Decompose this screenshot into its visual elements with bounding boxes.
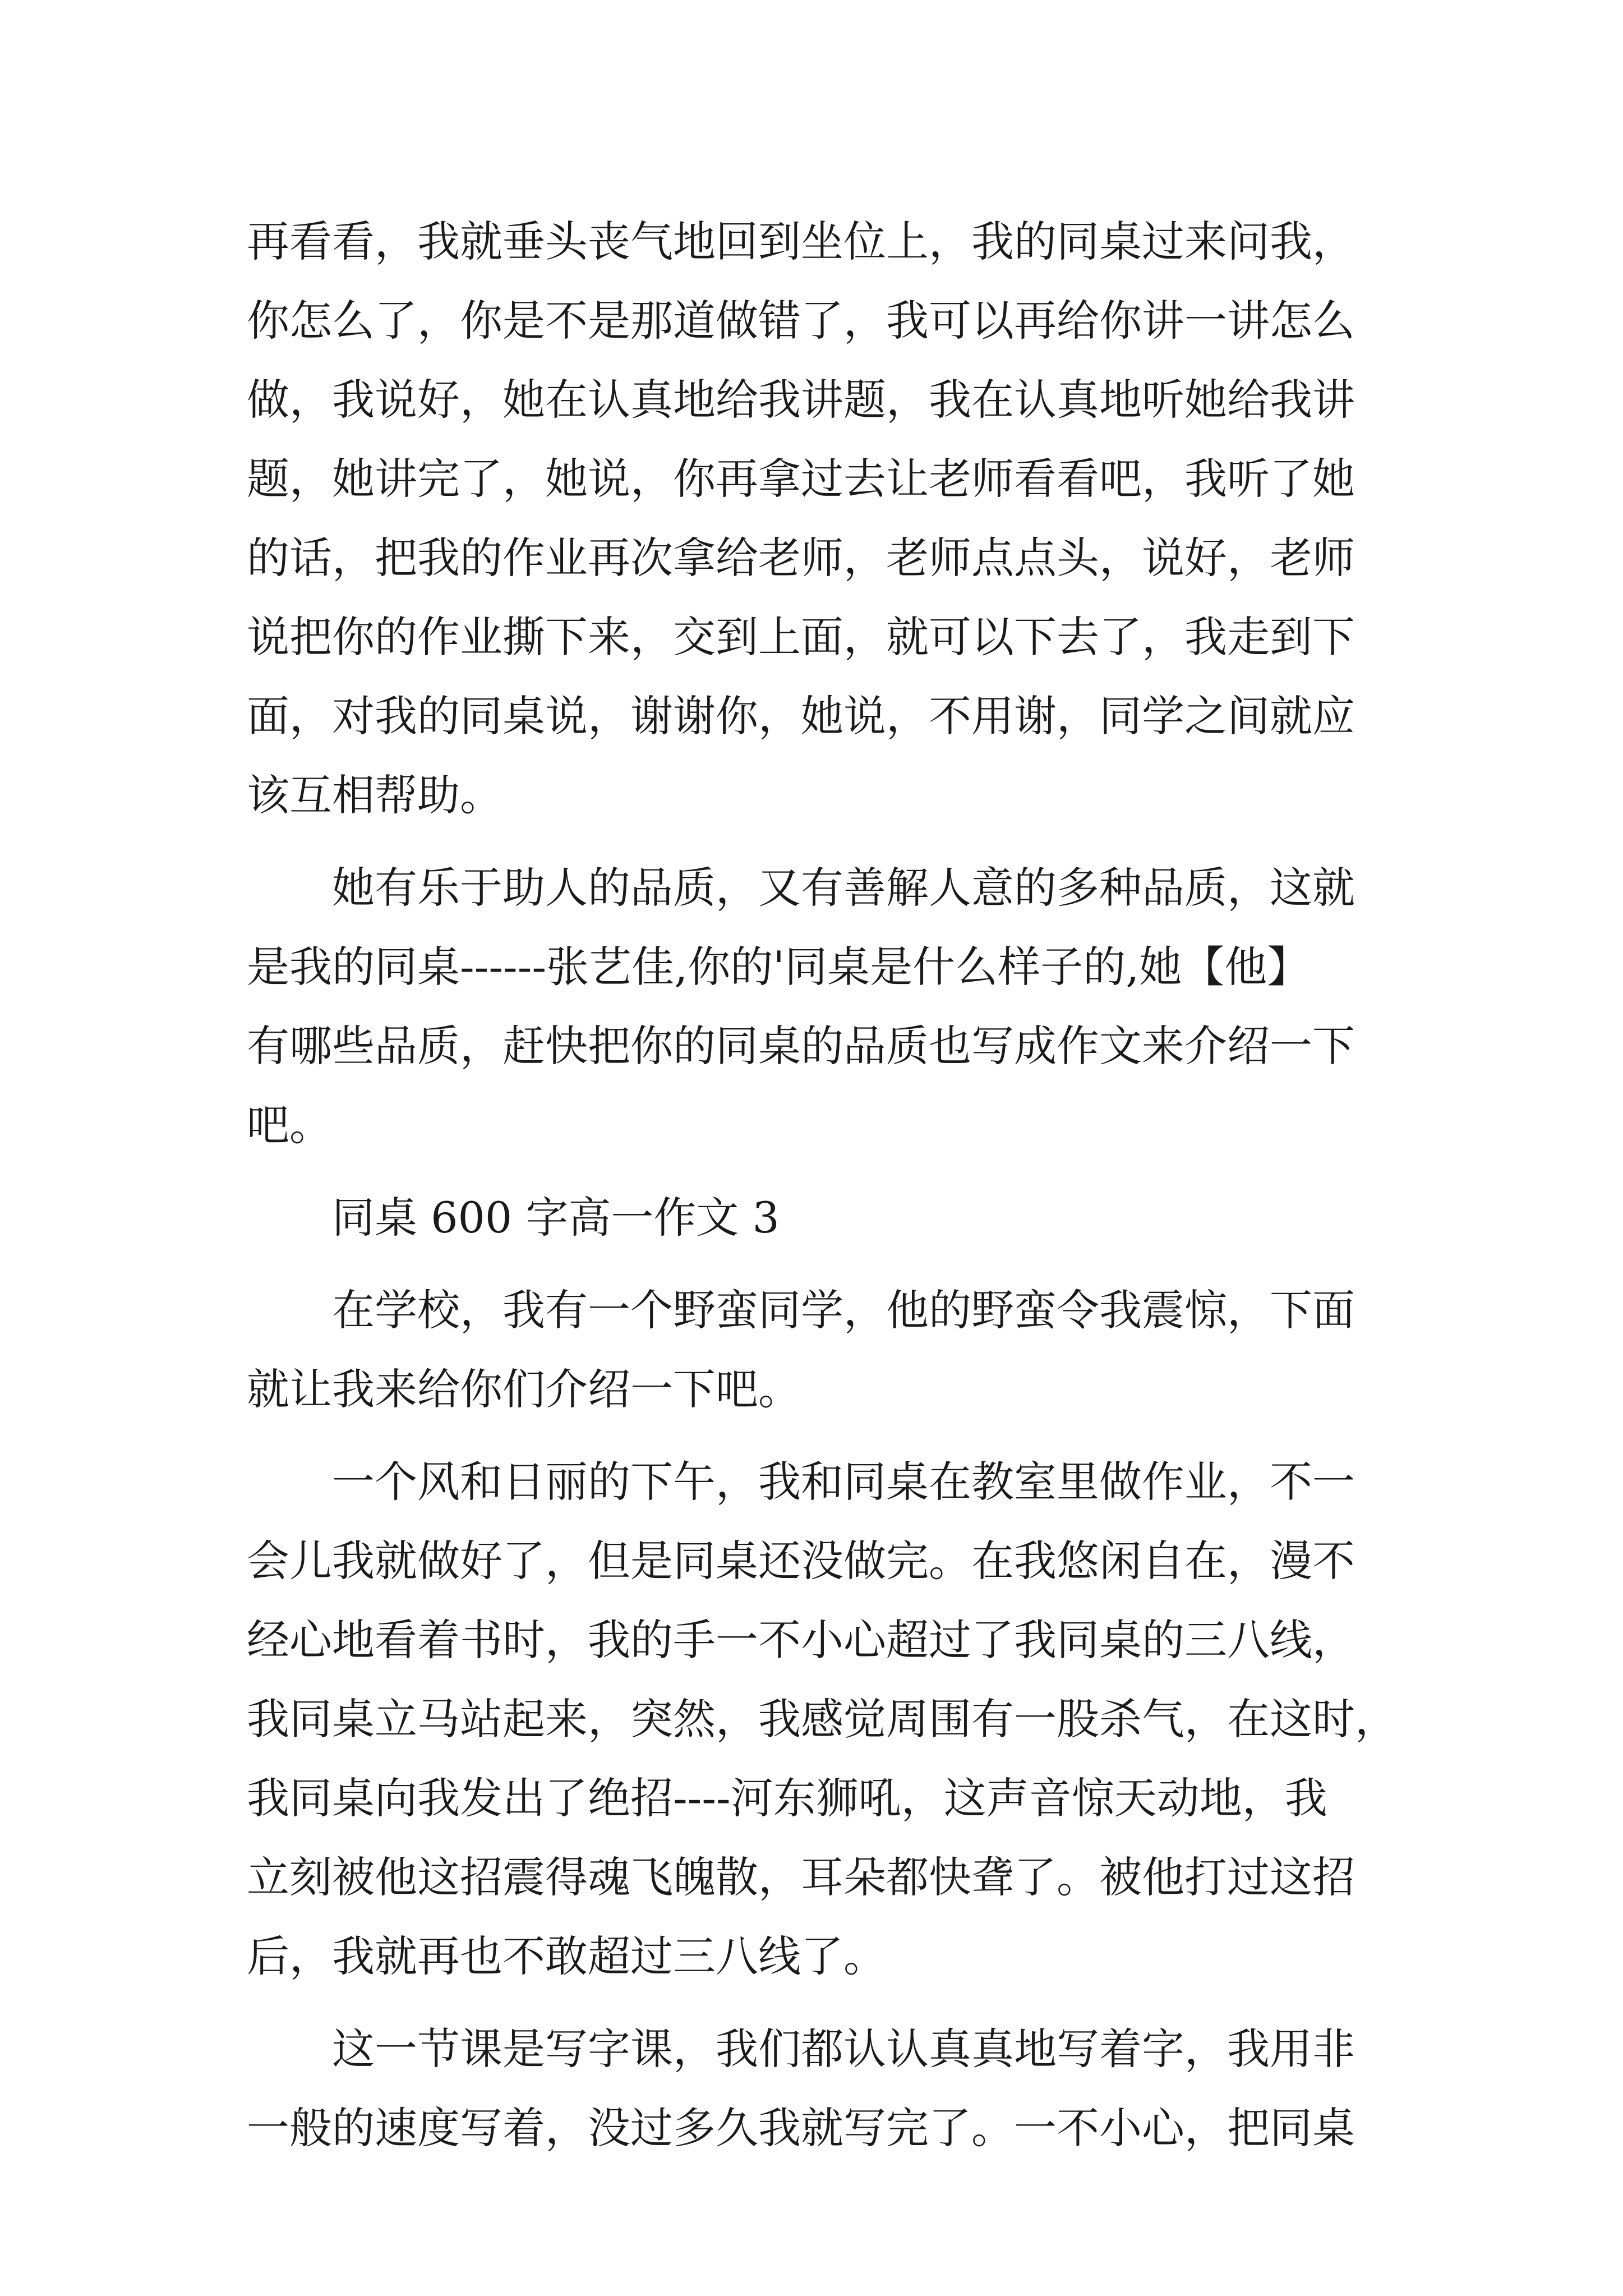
text-line: 面，对我的同桌说，谢谢你，她说，不用谢，同学之间就应 [247,691,1355,741]
paragraph [247,2009,1380,2168]
text-line: 吧。 [247,1100,332,1150]
section-heading [247,1178,1380,1257]
paragraph [247,202,1380,835]
text-line: 在学校，我有一个野蛮同学，他的野蛮令我震惊，下面 [332,1285,1355,1335]
paragraph [247,848,1380,1165]
paragraph [247,1271,1380,1429]
document-body [247,202,1398,2168]
text-line: 题，她讲完了，她说，你再拿过去让老师看看吧，我听了她 [247,454,1355,504]
text-line: 我同桌向我发出了绝招----河东狮吼，这声音惊天动地，我 [247,1773,1327,1823]
text-line: 这一节课是写字课，我们都认认真真地写着字，我用非 [332,2024,1355,2074]
text-line: 她有乐于助人的品质，又有善解人意的多种品质，这就 [332,863,1355,913]
text-line: 说把你的作业撕下来，交到上面，就可以下去了，我走到下 [247,612,1355,662]
text-line: 就让我来给你们介绍一下吧。 [247,1364,801,1414]
text-line: 该互相帮助。 [247,770,502,820]
text-line: 会儿我就做好了，但是同桌还没做完。在我悠闲自在，漫不 [247,1536,1355,1586]
text-line: 我同桌立马站起来，突然，我感觉周围有一股杀气，在这时， [247,1694,1398,1744]
text-line: 你怎么了，你是不是那道做错了，我可以再给你讲一讲怎么 [247,296,1355,346]
text-line: 的话，把我的作业再次拿给老师，老师点点头，说好，老师 [247,533,1355,583]
text-line: 立刻被他这招震得魂飞魄散，耳朵都快聋了。被他打过这招 [247,1852,1355,1902]
text-line: 做，我说好，她在认真地给我讲题，我在认真地听她给我讲 [247,375,1355,425]
text-line: 再看看，我就垂头丧气地回到坐位上，我的同桌过来问我， [247,217,1355,266]
text-line: 后，我就再也不敢超过三八线了。 [247,1931,886,1981]
text-line: 有哪些品质，赶快把你的同桌的品质也写成作文来介绍一下 [247,1021,1355,1071]
heading-line: 同桌 600 字高一作文 3 [332,1193,780,1243]
paragraph [247,1442,1398,1996]
text-line: 一般的速度写着，没过多久我就写完了。一不小心，把同桌 [247,2103,1355,2153]
text-line: 是我的同桌------张艺佳,你的'同桌是什么样子的,她【他】 [247,942,1310,992]
text-line: 经心地看着书时，我的手一不小心超过了我同桌的三八线， [247,1615,1355,1665]
text-line: 一个风和日丽的下午，我和同桌在教室里做作业，不一 [332,1457,1355,1507]
